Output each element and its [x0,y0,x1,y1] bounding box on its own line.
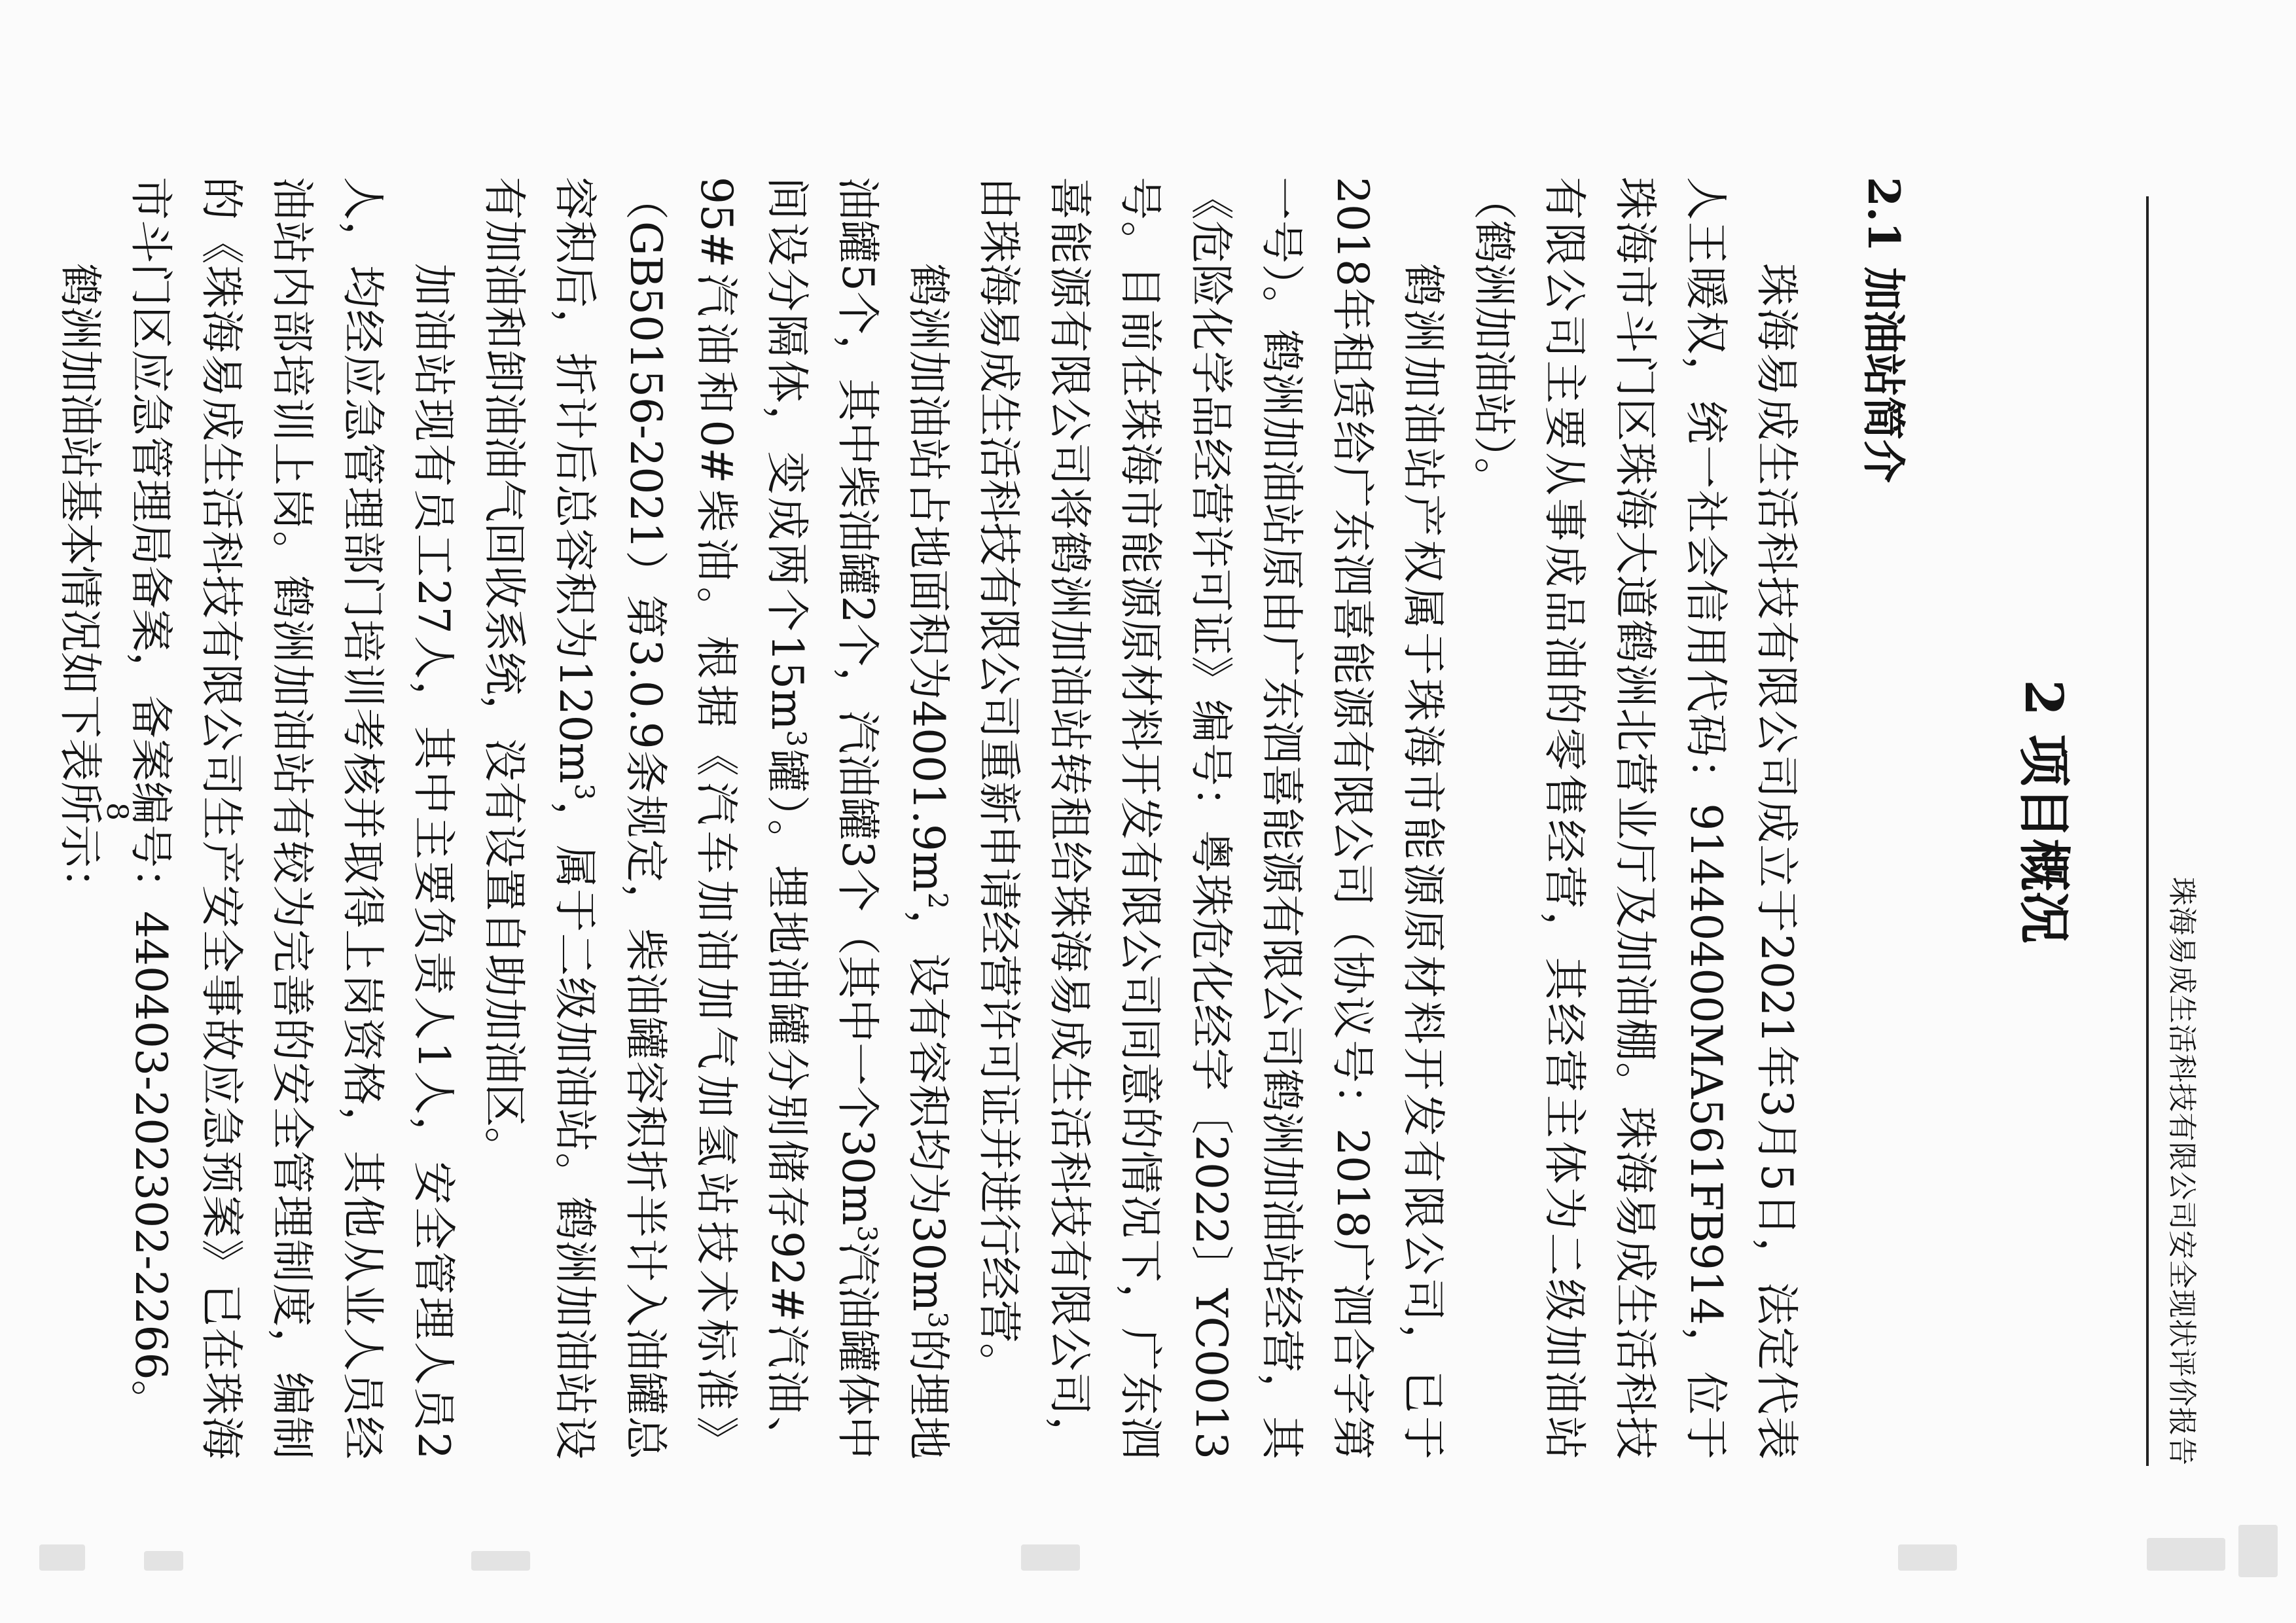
page-number: 8 [100,802,134,821]
text-run: 的埋地油罐5个，其中柴油罐2个，汽油罐3个（其中一个30m [833,177,954,1459]
section-title: 2.1 加油站简介 [1858,177,1909,483]
superscript: 3 [852,1225,882,1242]
superscript: 2 [922,892,952,910]
superscript: 3 [569,783,599,800]
paragraph-tanks [469,177,963,1459]
text-run: ，属于二级加油站。鹤洲加油站设有加油和卸油油气回收系统，没有设置自助加油区。 [479,177,600,1460]
text-run: 鹤洲加油站占地面积为4001.9m [903,263,954,893]
paragraph-table-intro: 鹤洲加油站基本情况如下表所示： [55,263,105,911]
body-text [45,177,1812,1459]
paragraph-ownership: 鹤洲加油站产权属于珠海市能源原材料开发有限公司，已于2018年租赁给广东泗喜能源有限公司（协议号：2018广泗合字第一号）。鹤洲加油站原由广东泗喜能源有限公司鹤洲加油站经营，其《危险化学品经营许可证》编号：粤珠危化经字〔2022〕YC0013号。目前在珠海市能源原材料开发有限公司同意的情况下，广东泗喜能源有限公司将鹤洲加油站转租给珠海易成生活科技有限公司，由珠海易成生活科技有限公司重新申请经营许可证并进行经营。 [974,177,1448,1459]
text-run: ，设有容积均为30m [903,909,954,1312]
text-run: 汽油罐体中间设分隔体，变成两个15m [762,177,883,1460]
text-run: 罐）。埋地油罐分别储存92#汽油、95#汽油和0#柴油。根据《汽车加油加气加氢站技术标准》（GB50156-2021）第3.0.9条规定，柴油罐容积折半计入油罐总容积后，折计后总容积为120m [550,177,812,1459]
chapter-title: 2 项目概况 [2013,679,2075,944]
paragraph-staff: 加油站现有员工27人，其中主要负责人1人，安全管理人员2人，均经应急管理部门培训考核并取得上岗资格，其他从业人员经油站内部培训上岗。鹤洲加油站有较为完善的安全管理制度，编制的《珠海易成生活科技有限公司生产安全事故应急预案》已在珠海市斗门区应急管理局备案，备案编号：440403-202302-2266。 [126,177,459,1459]
superscript: 3 [781,730,811,747]
superscript: 3 [922,1311,952,1329]
paragraph-company-intro: 珠海易成生活科技有限公司成立于2021年3月5日，法定代表人王暖权，统一社会信用代码：91440400MA561FB914，位于珠海市斗门区珠海大道鹤洲北营业厅及加油棚。珠海易成生活科技有限公司主要从事成品油的零售经营，其经营主体为二级加油站（鹤洲加油站）。 [1469,177,1802,1459]
running-header: 珠海易成生活科技有限公司安全现状评价报告 [2146,196,2201,1466]
